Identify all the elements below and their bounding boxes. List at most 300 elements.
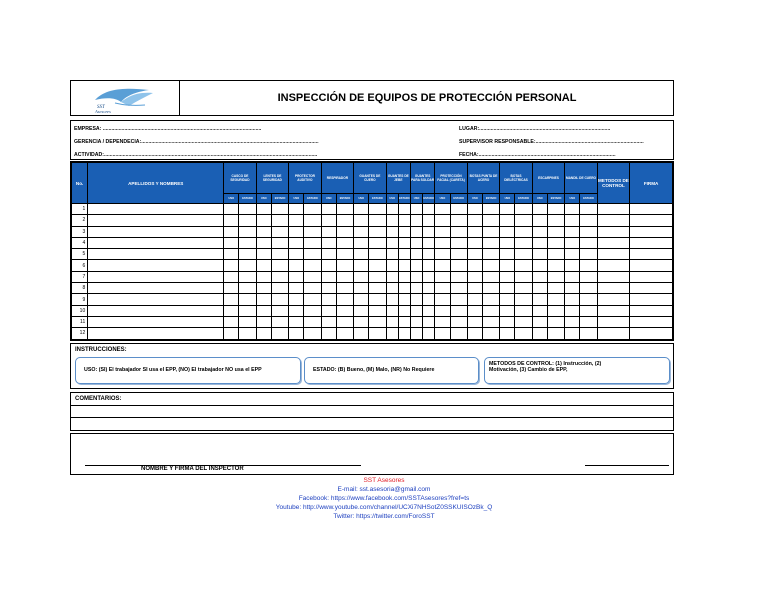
table-cell[interactable] bbox=[483, 215, 500, 226]
table-cell[interactable] bbox=[500, 328, 515, 339]
table-cell[interactable] bbox=[500, 271, 515, 282]
table-cell[interactable] bbox=[321, 226, 336, 237]
table-cell[interactable] bbox=[450, 283, 467, 294]
table-cell[interactable] bbox=[515, 328, 532, 339]
table-cell[interactable] bbox=[410, 328, 422, 339]
table-cell[interactable] bbox=[239, 249, 256, 260]
table-cell[interactable] bbox=[410, 249, 422, 260]
table-cell[interactable] bbox=[88, 260, 224, 271]
table-cell[interactable] bbox=[354, 283, 369, 294]
table-cell[interactable] bbox=[483, 226, 500, 237]
table-cell[interactable] bbox=[597, 215, 629, 226]
table-cell[interactable] bbox=[410, 305, 422, 316]
table-cell[interactable] bbox=[398, 226, 410, 237]
table-cell[interactable] bbox=[354, 316, 369, 327]
table-cell[interactable] bbox=[597, 249, 629, 260]
table-cell[interactable] bbox=[398, 271, 410, 282]
table-cell[interactable] bbox=[88, 204, 224, 215]
table-cell[interactable] bbox=[369, 294, 386, 305]
table-cell[interactable] bbox=[336, 305, 353, 316]
table-cell[interactable] bbox=[354, 305, 369, 316]
table-cell[interactable] bbox=[515, 305, 532, 316]
table-cell[interactable] bbox=[321, 328, 336, 339]
table-cell[interactable] bbox=[304, 294, 321, 305]
table-cell[interactable] bbox=[88, 215, 224, 226]
table-cell[interactable] bbox=[630, 316, 673, 327]
table-cell[interactable] bbox=[88, 294, 224, 305]
comments-section[interactable] bbox=[70, 392, 674, 431]
table-cell[interactable] bbox=[410, 271, 422, 282]
table-cell[interactable] bbox=[271, 260, 288, 271]
table-cell[interactable] bbox=[321, 215, 336, 226]
table-cell[interactable] bbox=[580, 237, 597, 248]
table-cell[interactable] bbox=[256, 249, 271, 260]
table-cell[interactable] bbox=[256, 305, 271, 316]
footer-youtube[interactable]: Youtube: http://www.youtube.com/channel/UCXi7NHSotZ0SSKUISOzBk_Q bbox=[275, 504, 493, 511]
lugar-field[interactable]: LUGAR:........................................................................................... bbox=[459, 126, 611, 132]
table-cell[interactable] bbox=[336, 260, 353, 271]
table-cell[interactable] bbox=[224, 283, 239, 294]
table-cell[interactable] bbox=[239, 260, 256, 271]
table-cell[interactable] bbox=[398, 294, 410, 305]
table-cell[interactable] bbox=[500, 260, 515, 271]
table-cell[interactable] bbox=[271, 294, 288, 305]
table-cell[interactable] bbox=[450, 215, 467, 226]
gerencia-field[interactable]: GERENCIA / DEPENDECIA:........................................................................................................................... bbox=[74, 139, 319, 145]
table-cell[interactable] bbox=[354, 294, 369, 305]
table-cell[interactable] bbox=[483, 271, 500, 282]
table-cell[interactable] bbox=[369, 316, 386, 327]
table-cell[interactable] bbox=[532, 305, 547, 316]
table-cell[interactable] bbox=[321, 204, 336, 215]
footer-email[interactable]: E-mail: sst.asesoria@gmail.com bbox=[337, 486, 431, 493]
table-cell[interactable] bbox=[256, 283, 271, 294]
table-cell[interactable] bbox=[580, 226, 597, 237]
table-cell[interactable] bbox=[336, 316, 353, 327]
table-cell[interactable] bbox=[597, 294, 629, 305]
table-cell[interactable] bbox=[630, 294, 673, 305]
table-cell[interactable] bbox=[515, 226, 532, 237]
table-cell[interactable] bbox=[410, 283, 422, 294]
table-cell[interactable] bbox=[597, 283, 629, 294]
table-cell[interactable] bbox=[88, 316, 224, 327]
table-cell[interactable] bbox=[369, 283, 386, 294]
table-cell[interactable] bbox=[354, 260, 369, 271]
signature-line-right[interactable] bbox=[585, 465, 669, 466]
table-cell[interactable] bbox=[565, 271, 580, 282]
table-cell[interactable] bbox=[597, 271, 629, 282]
table-cell[interactable] bbox=[369, 271, 386, 282]
table-cell[interactable] bbox=[435, 271, 450, 282]
table-cell[interactable] bbox=[565, 294, 580, 305]
table-cell[interactable] bbox=[304, 237, 321, 248]
table-cell[interactable] bbox=[630, 226, 673, 237]
table-cell[interactable] bbox=[450, 294, 467, 305]
table-cell[interactable] bbox=[547, 328, 564, 339]
table-cell[interactable] bbox=[386, 260, 398, 271]
table-cell[interactable] bbox=[580, 204, 597, 215]
table-cell[interactable] bbox=[532, 249, 547, 260]
table-cell[interactable] bbox=[289, 215, 304, 226]
table-cell[interactable] bbox=[239, 294, 256, 305]
table-cell[interactable] bbox=[423, 204, 435, 215]
table-cell[interactable] bbox=[304, 204, 321, 215]
table-cell[interactable] bbox=[532, 226, 547, 237]
table-cell[interactable] bbox=[597, 204, 629, 215]
table-cell[interactable] bbox=[500, 305, 515, 316]
table-cell[interactable] bbox=[239, 305, 256, 316]
table-cell[interactable] bbox=[565, 215, 580, 226]
table-cell[interactable] bbox=[597, 237, 629, 248]
table-cell[interactable] bbox=[597, 260, 629, 271]
table-cell[interactable] bbox=[271, 249, 288, 260]
table-cell[interactable] bbox=[500, 226, 515, 237]
table-cell[interactable] bbox=[467, 215, 482, 226]
table-cell[interactable] bbox=[423, 328, 435, 339]
table-cell[interactable] bbox=[423, 305, 435, 316]
table-cell[interactable] bbox=[483, 283, 500, 294]
table-cell[interactable] bbox=[515, 271, 532, 282]
table-cell[interactable] bbox=[224, 305, 239, 316]
table-cell[interactable] bbox=[580, 260, 597, 271]
table-cell[interactable] bbox=[224, 294, 239, 305]
table-cell[interactable] bbox=[369, 204, 386, 215]
table-cell[interactable] bbox=[467, 260, 482, 271]
table-cell[interactable] bbox=[289, 237, 304, 248]
table-cell[interactable] bbox=[304, 316, 321, 327]
table-cell[interactable] bbox=[398, 215, 410, 226]
footer-twitter[interactable]: Twitter: https://twitter.com/ForoSST bbox=[333, 513, 435, 520]
table-cell[interactable] bbox=[369, 305, 386, 316]
table-cell[interactable] bbox=[369, 328, 386, 339]
table-cell[interactable] bbox=[423, 249, 435, 260]
fecha-field[interactable]: FECHA:............................................................................................... bbox=[459, 152, 616, 158]
table-cell[interactable] bbox=[336, 215, 353, 226]
table-cell[interactable] bbox=[547, 305, 564, 316]
table-cell[interactable] bbox=[398, 237, 410, 248]
table-cell[interactable] bbox=[547, 271, 564, 282]
table-cell[interactable] bbox=[532, 328, 547, 339]
table-cell[interactable] bbox=[289, 294, 304, 305]
table-cell[interactable] bbox=[88, 237, 224, 248]
table-cell[interactable] bbox=[386, 294, 398, 305]
table-cell[interactable] bbox=[580, 249, 597, 260]
table-cell[interactable] bbox=[435, 226, 450, 237]
table-cell[interactable] bbox=[336, 283, 353, 294]
table-cell[interactable] bbox=[256, 215, 271, 226]
table-cell[interactable] bbox=[450, 237, 467, 248]
table-cell[interactable] bbox=[483, 237, 500, 248]
table-cell[interactable] bbox=[580, 316, 597, 327]
table-cell[interactable] bbox=[354, 215, 369, 226]
table-cell[interactable] bbox=[304, 328, 321, 339]
table-cell[interactable] bbox=[224, 316, 239, 327]
table-cell[interactable] bbox=[500, 283, 515, 294]
table-cell[interactable] bbox=[597, 316, 629, 327]
table-cell[interactable] bbox=[580, 305, 597, 316]
table-cell[interactable] bbox=[321, 249, 336, 260]
table-cell[interactable] bbox=[565, 226, 580, 237]
table-cell[interactable] bbox=[467, 316, 482, 327]
table-cell[interactable] bbox=[256, 328, 271, 339]
table-cell[interactable] bbox=[271, 226, 288, 237]
table-cell[interactable] bbox=[435, 283, 450, 294]
actividad-field[interactable]: ACTIVIDAD:.................................................................................................................................................... bbox=[74, 152, 318, 158]
table-cell[interactable] bbox=[565, 305, 580, 316]
table-cell[interactable] bbox=[565, 249, 580, 260]
table-cell[interactable] bbox=[565, 316, 580, 327]
table-cell[interactable] bbox=[630, 283, 673, 294]
table-cell[interactable] bbox=[410, 204, 422, 215]
table-cell[interactable] bbox=[398, 260, 410, 271]
table-cell[interactable] bbox=[565, 237, 580, 248]
table-cell[interactable] bbox=[483, 316, 500, 327]
table-cell[interactable] bbox=[239, 283, 256, 294]
table-cell[interactable] bbox=[271, 271, 288, 282]
table-cell[interactable] bbox=[88, 249, 224, 260]
table-cell[interactable] bbox=[580, 283, 597, 294]
empresa-field[interactable]: EMPRESA: .............................................................................................................. bbox=[74, 126, 262, 132]
table-cell[interactable] bbox=[321, 271, 336, 282]
table-cell[interactable] bbox=[410, 260, 422, 271]
table-cell[interactable] bbox=[224, 226, 239, 237]
table-cell[interactable] bbox=[88, 305, 224, 316]
table-cell[interactable] bbox=[467, 283, 482, 294]
table-cell[interactable] bbox=[239, 237, 256, 248]
table-cell[interactable] bbox=[450, 204, 467, 215]
table-cell[interactable] bbox=[304, 249, 321, 260]
table-cell[interactable] bbox=[321, 316, 336, 327]
table-cell[interactable] bbox=[423, 237, 435, 248]
table-cell[interactable] bbox=[467, 249, 482, 260]
table-cell[interactable] bbox=[386, 204, 398, 215]
table-cell[interactable] bbox=[354, 226, 369, 237]
table-cell[interactable] bbox=[224, 328, 239, 339]
table-cell[interactable] bbox=[580, 271, 597, 282]
table-cell[interactable] bbox=[547, 283, 564, 294]
table-cell[interactable] bbox=[321, 294, 336, 305]
table-cell[interactable] bbox=[532, 260, 547, 271]
table-cell[interactable] bbox=[289, 271, 304, 282]
table-cell[interactable] bbox=[630, 237, 673, 248]
table-cell[interactable] bbox=[336, 226, 353, 237]
table-cell[interactable] bbox=[515, 260, 532, 271]
table-cell[interactable] bbox=[256, 204, 271, 215]
table-cell[interactable] bbox=[271, 316, 288, 327]
table-cell[interactable] bbox=[435, 316, 450, 327]
table-cell[interactable] bbox=[515, 249, 532, 260]
table-cell[interactable] bbox=[271, 215, 288, 226]
table-cell[interactable] bbox=[271, 328, 288, 339]
table-cell[interactable] bbox=[450, 226, 467, 237]
table-cell[interactable] bbox=[289, 283, 304, 294]
table-cell[interactable] bbox=[515, 237, 532, 248]
table-cell[interactable] bbox=[630, 271, 673, 282]
table-cell[interactable] bbox=[256, 260, 271, 271]
table-cell[interactable] bbox=[483, 249, 500, 260]
table-cell[interactable] bbox=[483, 260, 500, 271]
table-cell[interactable] bbox=[565, 328, 580, 339]
table-cell[interactable] bbox=[88, 271, 224, 282]
table-cell[interactable] bbox=[532, 283, 547, 294]
table-cell[interactable] bbox=[500, 204, 515, 215]
table-cell[interactable] bbox=[239, 204, 256, 215]
table-cell[interactable] bbox=[547, 294, 564, 305]
table-cell[interactable] bbox=[239, 271, 256, 282]
table-cell[interactable] bbox=[467, 328, 482, 339]
table-cell[interactable] bbox=[321, 283, 336, 294]
table-cell[interactable] bbox=[435, 294, 450, 305]
table-cell[interactable] bbox=[630, 305, 673, 316]
table-cell[interactable] bbox=[224, 215, 239, 226]
table-cell[interactable] bbox=[289, 316, 304, 327]
table-cell[interactable] bbox=[304, 215, 321, 226]
table-cell[interactable] bbox=[224, 237, 239, 248]
table-cell[interactable] bbox=[515, 204, 532, 215]
table-cell[interactable] bbox=[256, 316, 271, 327]
table-cell[interactable] bbox=[256, 294, 271, 305]
table-cell[interactable] bbox=[289, 305, 304, 316]
table-cell[interactable] bbox=[289, 260, 304, 271]
table-cell[interactable] bbox=[435, 204, 450, 215]
table-cell[interactable] bbox=[565, 260, 580, 271]
table-cell[interactable] bbox=[630, 260, 673, 271]
table-cell[interactable] bbox=[483, 204, 500, 215]
table-cell[interactable] bbox=[597, 305, 629, 316]
table-cell[interactable] bbox=[271, 204, 288, 215]
table-cell[interactable] bbox=[450, 271, 467, 282]
table-cell[interactable] bbox=[386, 316, 398, 327]
table-cell[interactable] bbox=[483, 294, 500, 305]
table-cell[interactable] bbox=[398, 328, 410, 339]
table-cell[interactable] bbox=[386, 271, 398, 282]
table-cell[interactable] bbox=[532, 215, 547, 226]
table-cell[interactable] bbox=[515, 294, 532, 305]
table-cell[interactable] bbox=[88, 283, 224, 294]
table-cell[interactable] bbox=[410, 316, 422, 327]
table-cell[interactable] bbox=[450, 305, 467, 316]
table-cell[interactable] bbox=[630, 215, 673, 226]
table-cell[interactable] bbox=[369, 215, 386, 226]
table-cell[interactable] bbox=[483, 328, 500, 339]
table-cell[interactable] bbox=[630, 204, 673, 215]
table-cell[interactable] bbox=[369, 260, 386, 271]
table-cell[interactable] bbox=[239, 316, 256, 327]
table-cell[interactable] bbox=[410, 215, 422, 226]
table-cell[interactable] bbox=[515, 283, 532, 294]
table-cell[interactable] bbox=[289, 204, 304, 215]
table-cell[interactable] bbox=[500, 215, 515, 226]
table-cell[interactable] bbox=[532, 204, 547, 215]
table-cell[interactable] bbox=[547, 249, 564, 260]
table-cell[interactable] bbox=[239, 226, 256, 237]
table-cell[interactable] bbox=[630, 249, 673, 260]
table-cell[interactable] bbox=[565, 283, 580, 294]
table-cell[interactable] bbox=[500, 294, 515, 305]
table-cell[interactable] bbox=[547, 204, 564, 215]
table-cell[interactable] bbox=[450, 328, 467, 339]
table-cell[interactable] bbox=[224, 204, 239, 215]
table-cell[interactable] bbox=[369, 226, 386, 237]
table-cell[interactable] bbox=[398, 316, 410, 327]
table-cell[interactable] bbox=[271, 237, 288, 248]
table-cell[interactable] bbox=[321, 305, 336, 316]
table-cell[interactable] bbox=[547, 237, 564, 248]
table-cell[interactable] bbox=[467, 204, 482, 215]
table-cell[interactable] bbox=[224, 260, 239, 271]
table-cell[interactable] bbox=[435, 305, 450, 316]
table-cell[interactable] bbox=[423, 215, 435, 226]
table-cell[interactable] bbox=[398, 204, 410, 215]
table-cell[interactable] bbox=[532, 271, 547, 282]
table-cell[interactable] bbox=[256, 237, 271, 248]
table-cell[interactable] bbox=[580, 215, 597, 226]
table-cell[interactable] bbox=[224, 271, 239, 282]
table-cell[interactable] bbox=[88, 328, 224, 339]
table-cell[interactable] bbox=[336, 294, 353, 305]
table-cell[interactable] bbox=[304, 305, 321, 316]
table-cell[interactable] bbox=[547, 260, 564, 271]
table-cell[interactable] bbox=[321, 237, 336, 248]
table-cell[interactable] bbox=[423, 271, 435, 282]
table-cell[interactable] bbox=[467, 237, 482, 248]
table-cell[interactable] bbox=[467, 305, 482, 316]
table-cell[interactable] bbox=[450, 316, 467, 327]
table-cell[interactable] bbox=[423, 226, 435, 237]
table-cell[interactable] bbox=[354, 271, 369, 282]
table-cell[interactable] bbox=[386, 237, 398, 248]
table-cell[interactable] bbox=[386, 249, 398, 260]
table-cell[interactable] bbox=[580, 328, 597, 339]
table-cell[interactable] bbox=[483, 305, 500, 316]
table-cell[interactable] bbox=[304, 271, 321, 282]
table-cell[interactable] bbox=[532, 294, 547, 305]
table-cell[interactable] bbox=[304, 260, 321, 271]
table-cell[interactable] bbox=[239, 215, 256, 226]
table-cell[interactable] bbox=[467, 271, 482, 282]
table-cell[interactable] bbox=[515, 215, 532, 226]
table-cell[interactable] bbox=[450, 249, 467, 260]
table-cell[interactable] bbox=[500, 237, 515, 248]
table-cell[interactable] bbox=[354, 328, 369, 339]
table-cell[interactable] bbox=[597, 226, 629, 237]
table-cell[interactable] bbox=[336, 204, 353, 215]
table-cell[interactable] bbox=[500, 316, 515, 327]
table-cell[interactable] bbox=[547, 215, 564, 226]
table-cell[interactable] bbox=[565, 204, 580, 215]
table-cell[interactable] bbox=[532, 316, 547, 327]
table-cell[interactable] bbox=[304, 283, 321, 294]
table-cell[interactable] bbox=[88, 226, 224, 237]
table-cell[interactable] bbox=[398, 283, 410, 294]
table-cell[interactable] bbox=[386, 283, 398, 294]
table-cell[interactable] bbox=[410, 237, 422, 248]
table-cell[interactable] bbox=[435, 328, 450, 339]
table-cell[interactable] bbox=[467, 226, 482, 237]
footer-facebook[interactable]: Facebook: https://www.facebook.com/SSTAsesores?fref=ts bbox=[298, 495, 470, 502]
table-cell[interactable] bbox=[532, 237, 547, 248]
table-cell[interactable] bbox=[354, 204, 369, 215]
table-cell[interactable] bbox=[304, 226, 321, 237]
table-cell[interactable] bbox=[435, 237, 450, 248]
table-cell[interactable] bbox=[580, 294, 597, 305]
table-cell[interactable] bbox=[386, 226, 398, 237]
table-cell[interactable] bbox=[467, 294, 482, 305]
table-cell[interactable] bbox=[354, 249, 369, 260]
table-cell[interactable] bbox=[386, 328, 398, 339]
table-cell[interactable] bbox=[321, 260, 336, 271]
table-cell[interactable] bbox=[410, 294, 422, 305]
